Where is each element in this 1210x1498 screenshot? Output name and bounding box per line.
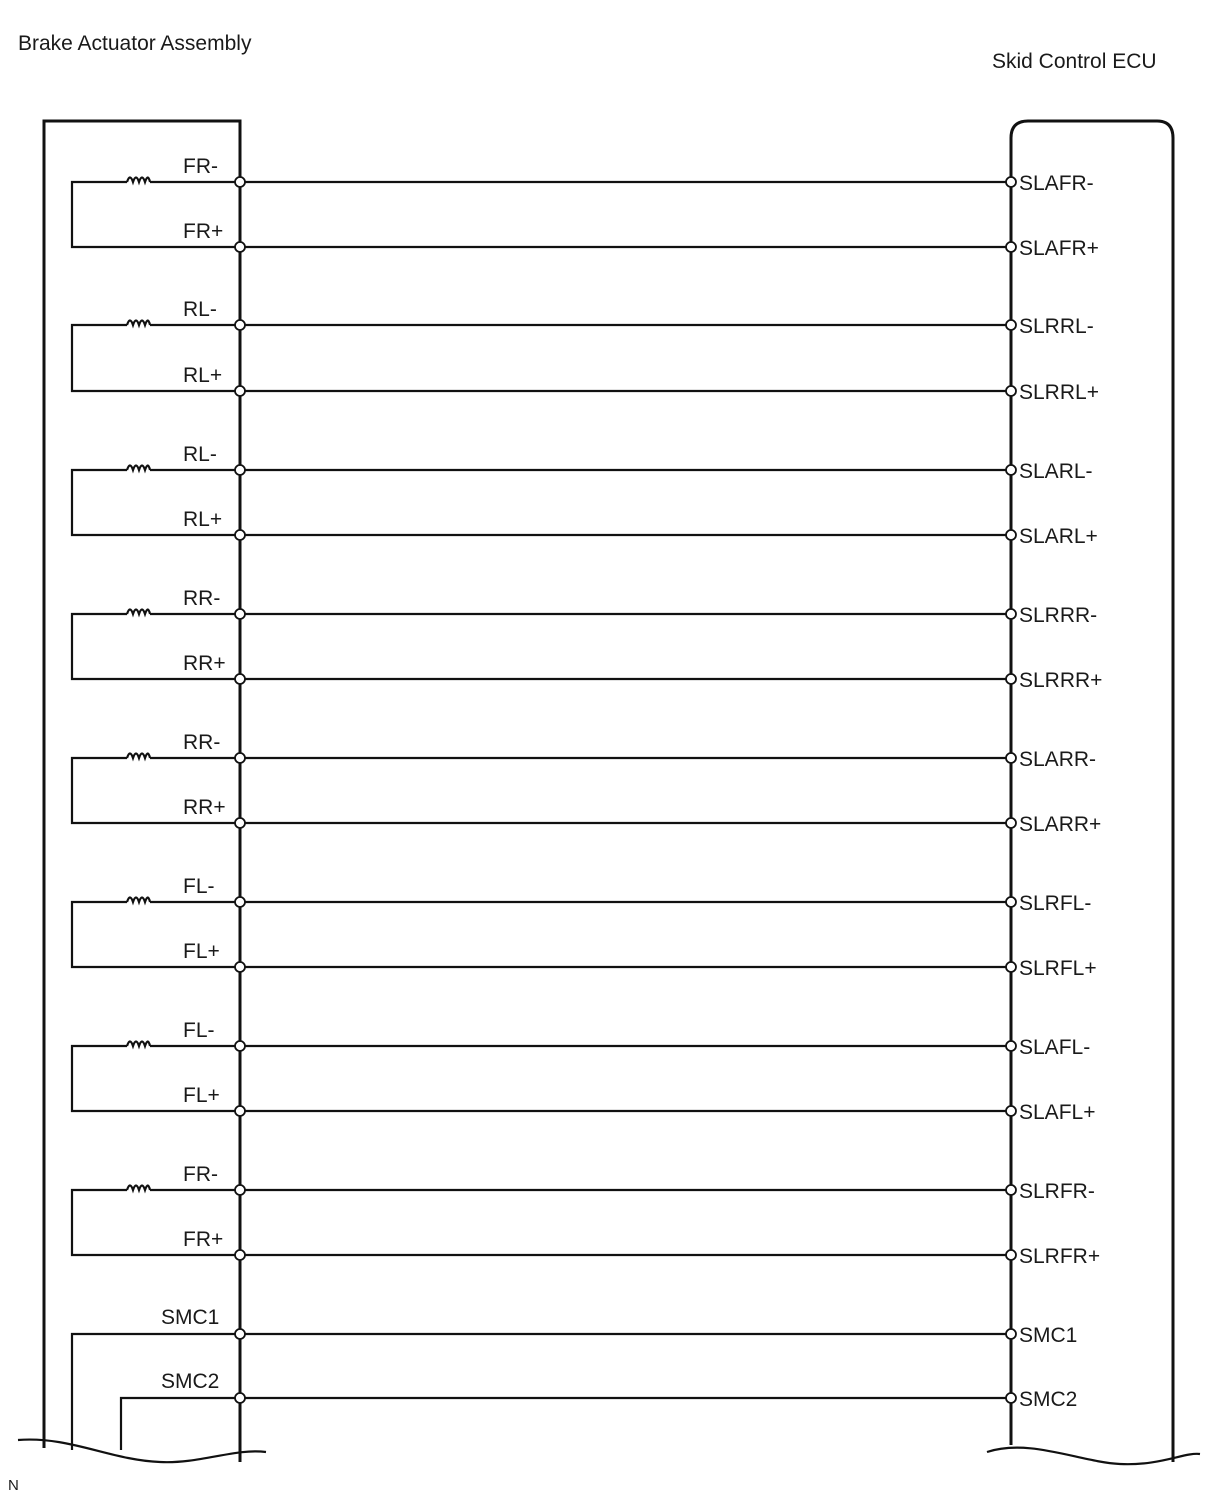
solenoid-circuit [72, 875, 1097, 980]
smc-internal-wire [121, 1398, 240, 1450]
terminal-pin [235, 753, 245, 763]
ecu-terminal-label: SLRFL+ [1019, 957, 1097, 980]
solenoid-coil-icon [127, 610, 150, 615]
solenoid-coil-icon [127, 754, 150, 759]
terminal-pin [1006, 609, 1016, 619]
terminal-pin [1006, 530, 1016, 540]
left-terminal-label: FL- [183, 1019, 215, 1042]
terminal-pin [1006, 465, 1016, 475]
left-terminal-label: RR- [183, 731, 221, 754]
solenoid-circuit [72, 443, 1098, 548]
solenoid-coil-icon [127, 1042, 150, 1047]
ecu-terminal-label: SLRRR+ [1019, 669, 1103, 692]
terminal-pin [1006, 1185, 1016, 1195]
ecu-terminal-label: SMC1 [1019, 1324, 1078, 1347]
terminal-pin [1006, 753, 1016, 763]
ecu-terminal-label: SLRFR- [1019, 1180, 1095, 1203]
terminal-pin [1006, 386, 1016, 396]
terminal-pin [1006, 1041, 1016, 1051]
solenoid-coil-icon [127, 1186, 150, 1191]
terminal-pin [1006, 1329, 1016, 1339]
terminal-pin [235, 1041, 245, 1051]
brake-actuator-outline [44, 121, 240, 1462]
terminal-pin [235, 962, 245, 972]
left-terminal-label: FR+ [183, 220, 224, 243]
terminal-pin [1006, 320, 1016, 330]
left-terminal-label: FL- [183, 875, 215, 898]
terminal-pin [1006, 897, 1016, 907]
ecu-terminal-label: SLAFL+ [1019, 1101, 1096, 1124]
ecu-terminal-label: SLRFL- [1019, 892, 1092, 915]
left-terminal-label: SMC1 [161, 1306, 220, 1329]
solenoid-circuit [72, 587, 1102, 692]
terminal-pin [235, 320, 245, 330]
ecu-terminal-label: SMC2 [1019, 1388, 1078, 1411]
ecu-terminal-label: SLAFR+ [1019, 237, 1099, 260]
terminal-pin [235, 386, 245, 396]
ecu-terminal-label: SLARR- [1019, 748, 1097, 771]
terminal-pin [1006, 1106, 1016, 1116]
terminal-pin [235, 1106, 245, 1116]
terminal-pin [1006, 674, 1016, 684]
ecu-terminal-label: SLARL- [1019, 460, 1093, 483]
terminal-pin [235, 242, 245, 252]
solenoid-circuit [72, 155, 1099, 260]
terminal-pin [235, 1185, 245, 1195]
ecu-terminal-label: SLRRL- [1019, 315, 1094, 338]
terminal-pin [235, 609, 245, 619]
terminal-pin [1006, 242, 1016, 252]
solenoid-coil-icon [127, 178, 150, 183]
solenoid-circuit [72, 298, 1099, 404]
right-component-title: Skid Control ECU [992, 50, 1157, 73]
terminal-pin [235, 1250, 245, 1260]
solenoid-circuit [72, 731, 1101, 836]
right-break-line [987, 1448, 1200, 1465]
left-terminal-label: FL+ [183, 940, 220, 963]
terminal-pin [235, 465, 245, 475]
solenoid-circuit [72, 1019, 1095, 1124]
terminal-pin [235, 674, 245, 684]
terminal-pin [235, 1329, 245, 1339]
terminal-pin [235, 897, 245, 907]
left-terminal-label: RL- [183, 443, 217, 466]
terminal-pin [235, 530, 245, 540]
left-component-title: Brake Actuator Assembly [18, 32, 252, 55]
left-break-line [18, 1440, 266, 1463]
left-terminal-label: FR- [183, 155, 218, 178]
left-terminal-label: FR- [183, 1163, 218, 1186]
connection-rows [72, 155, 1102, 1450]
left-terminal-label: RR+ [183, 796, 226, 819]
left-terminal-label: RR- [183, 587, 221, 610]
terminal-pin [1006, 1250, 1016, 1260]
terminal-pin [1006, 177, 1016, 187]
ecu-terminal-label: SLAFL- [1019, 1036, 1091, 1059]
left-terminal-label: RL+ [183, 364, 223, 387]
ecu-terminal-label: SLRFR+ [1019, 1245, 1101, 1268]
left-terminal-label: FL+ [183, 1084, 220, 1107]
ecu-terminal-label: SLAFR- [1019, 172, 1094, 195]
ecu-terminal-label: SLARR+ [1019, 813, 1102, 836]
terminal-pin [235, 818, 245, 828]
solenoid-coil-icon [127, 466, 150, 471]
left-terminal-label: RL- [183, 298, 217, 321]
ecu-terminal-label: SLRRR- [1019, 604, 1098, 627]
corner-mark: N [8, 1477, 19, 1494]
terminal-pin [1006, 1393, 1016, 1403]
smc-circuit [121, 1370, 1077, 1450]
solenoid-circuit [72, 1163, 1100, 1268]
left-terminal-label: RL+ [183, 508, 223, 531]
smc-circuit [72, 1306, 1077, 1450]
terminal-pin [1006, 962, 1016, 972]
ecu-terminal-label: SLARL+ [1019, 525, 1098, 548]
left-terminal-label: RR+ [183, 652, 226, 675]
ecu-terminal-label: SLRRL+ [1019, 381, 1099, 404]
terminal-pin [1006, 818, 1016, 828]
solenoid-coil-icon [127, 321, 150, 326]
terminal-pin [235, 1393, 245, 1403]
solenoid-coil-icon [127, 898, 150, 903]
left-terminal-label: SMC2 [161, 1370, 220, 1393]
terminal-pin [235, 177, 245, 187]
left-terminal-label: FR+ [183, 1228, 224, 1251]
